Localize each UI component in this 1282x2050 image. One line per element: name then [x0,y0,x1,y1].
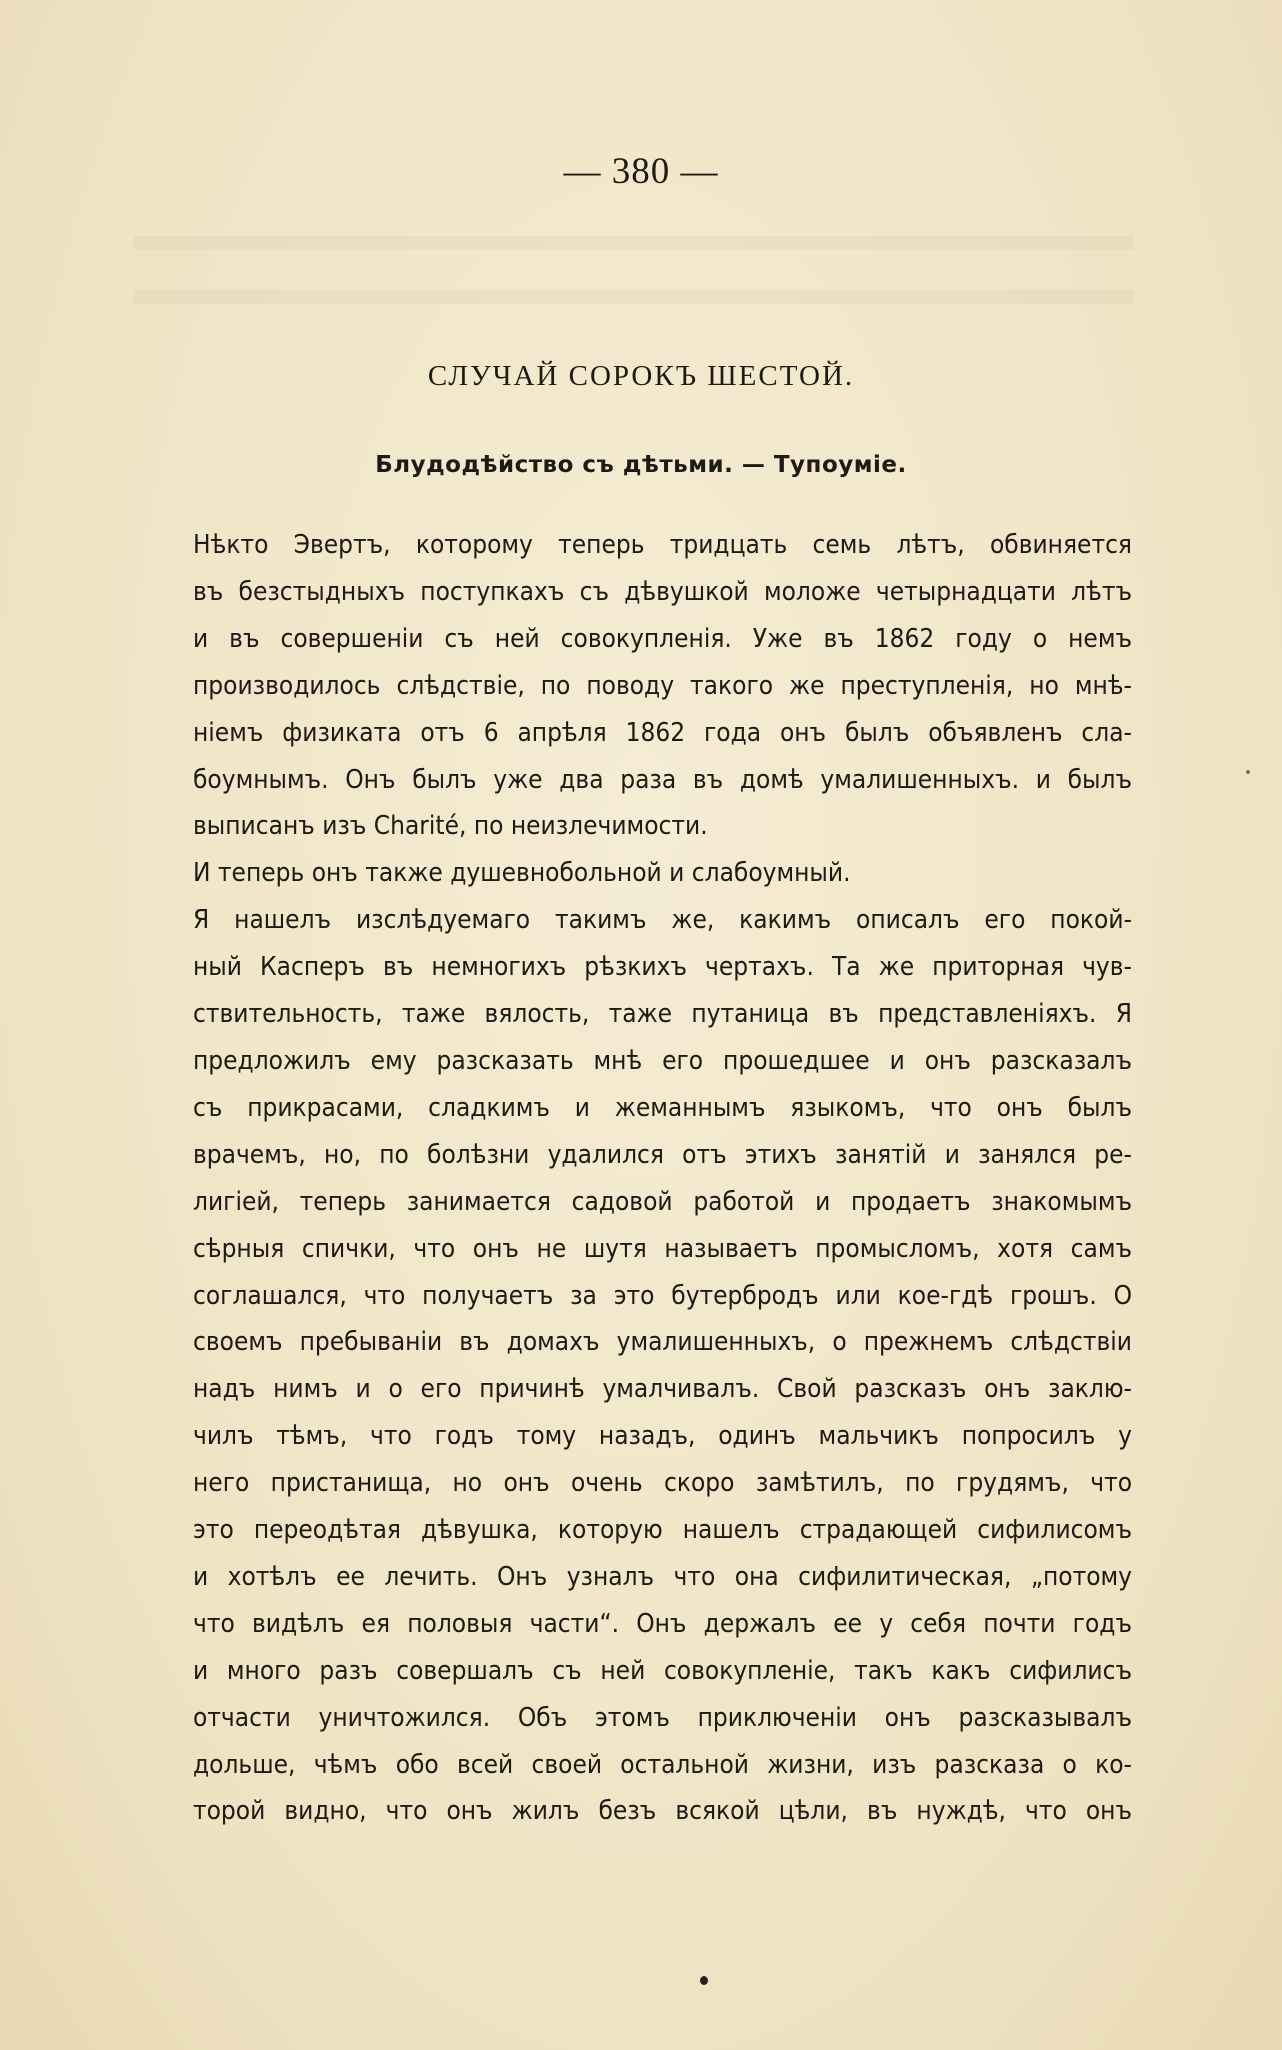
text-line: выписанъ изъ Charité, по неизлечимости. [193,811,708,842]
text-line: и въ совершенiи съ ней совокупленiя. Уже въ 1862 году о немъ [193,623,1132,654]
text-line: сѣрныя спички, что онъ не шутя называетъ промысломъ, хотя самъ [193,1233,1132,1264]
text-line: и хотѣлъ ее лечить. Онъ узналъ что она сифилитическая, „потому [193,1561,1132,1592]
text-line: съ прикрасами, сладкимъ и жеманнымъ языкомъ, что онъ былъ [193,1092,1132,1123]
text-line: нiемъ физиката отъ 6 апрѣля 1862 года онъ былъ объявленъ сла- [193,717,1132,748]
text-line: соглашался, что получаетъ за это бутербродъ или кое-гдѣ грошъ. О [193,1280,1132,1311]
text-line: въ безстыдныхъ поступкахъ съ дѣвушкой моложе четырнадцати лѣтъ [193,576,1132,607]
text-line: Я нашелъ изслѣдуемаго такимъ же, какимъ описалъ его покой- [193,905,1132,936]
case-subtitle: Блудодѣйство съ дѣтьми. — Тупоумiе. [375,452,907,478]
text-line: ствительность, таже вялость, таже путаница въ представленiяхъ. Я [193,999,1132,1030]
ink-speck [700,1976,708,1985]
paragraph [134,522,1132,850]
text-line: отчасти уничтожился. Объ этомъ приключенiи онъ разсказывалъ [193,1702,1132,1733]
page-number: — 380 — [563,151,719,192]
text-line: предложилъ ему разсказать мнѣ его прошедшее и онъ разсказалъ [193,1045,1132,1076]
text-line: него пристанища, но онъ очень скоро замѣтилъ, по грудямъ, что [193,1468,1132,1499]
text-line: торой видно, что онъ жилъ безъ всякой цѣли, въ нуждѣ, что онъ [193,1796,1132,1827]
text-line: Нѣкто Эвертъ, которому теперь тридцать семь лѣтъ, обвиняется [193,530,1132,560]
bleed-through-shadow [134,290,1134,304]
case-title: СЛУЧАЙ СОРОКЪ ШЕСТОЙ. [427,360,855,392]
text-line: врачемъ, но, по болѣзни удалился отъ этихъ занятiй и занялся ре- [193,1139,1132,1170]
paragraph [134,897,1132,1835]
text-line: своемъ пребыванiи въ домахъ умалишенныхъ, о прежнемъ слѣдствiи [193,1327,1132,1358]
text-line: И теперь онъ также душевнобольной и слабоумный. [193,858,851,889]
text-line: это переодѣтая дѣвушка, которую нашелъ страдающей сифилисомъ [193,1515,1132,1546]
text-line: надъ нимъ и о его причинѣ умалчивалъ. Свой разсказъ онъ заклю- [193,1374,1132,1405]
bleed-through-shadow [134,236,1134,250]
text-line: ный Касперъ въ немногихъ рѣзкихъ чертахъ. Та же приторная чув- [193,952,1132,983]
text-line: дольше, чѣмъ обо всей своей остальной жизни, изъ разсказа о ко- [193,1749,1132,1780]
text-line: лигiей, теперь занимается садовой работой и продаетъ знакомымъ [193,1186,1132,1217]
body-text [134,522,1132,1835]
text-line: боумнымъ. Онъ былъ уже два раза въ домѣ умалишенныхъ. и былъ [193,764,1132,795]
text-line: производилось слѣдствiе, по поводу такого же преступленiя, но мнѣ- [193,670,1132,701]
text-line: и много разъ совершалъ съ ней совокупленiе, такъ какъ сифилисъ [193,1655,1132,1686]
paragraph [134,850,1132,897]
text-line: что видѣлъ ея половыя части“. Онъ держалъ ее у себя почти годъ [193,1608,1132,1639]
ink-speck [1246,770,1250,774]
text-line: чилъ тѣмъ, что годъ тому назадъ, одинъ мальчикъ попросилъ у [193,1421,1132,1452]
